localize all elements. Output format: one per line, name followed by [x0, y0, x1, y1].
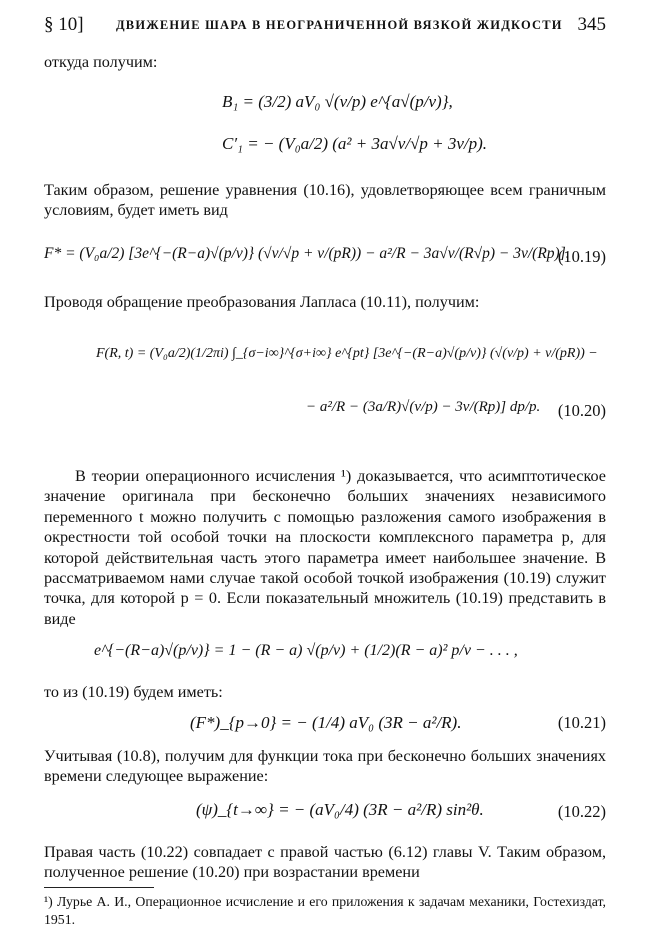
paragraph-6: Учитывая (10.8), получим для функции тока при бесконечно больших значениях времени следующее выражение: [44, 747, 606, 786]
equation-10-19: F* = (V₀a/2) [3e^{−(R−a)√(p/ν)} (√ν/√p + ν/(pR)) − a²/R − 3a√ν/(R√p) − 3ν/(Rp)]. [44, 245, 570, 262]
equation-10-20-line1: F(R, t) = (V₀a/2)(1/2πi) ∫_{σ−i∞}^{σ+i∞} e^{pt} [3e^{−(R−a)√(p/ν)} (√(ν/p) + ν/(pR)) − [96, 346, 598, 361]
footnote: ¹) Лурье А. И., Операционное исчисление и его приложения к задачам механики, Гостехиздат, 1951. [44, 894, 606, 927]
paragraph-4: В теории операционного исчисления ¹) доказывается, что асимптотическое значение оригинала при бесконечно больших значениях независимого переменного t можно получить с помощью разложения самого изображения в окрестности той особой точки на плоскости комплексного параметра p, для которой действительная часть этого параметра имеет наибольшее значение. В рассматриваемом нами случае такой особой точкой изображения (10.19) служит точка, для которой p = 0. Если показательный множитель (10.19) представить в виде [44, 467, 606, 628]
page-number: 345 [577, 14, 606, 35]
paragraph-3: Проводя обращение преобразования Лапласа (10.11), получим: [44, 293, 480, 311]
label-10-20: (10.20) [557, 401, 606, 420]
equation-10-22: (ψ)_{t→∞} = − (aV₀/4) (3R − a²/R) sin²θ. [196, 800, 484, 819]
footnote-rule [44, 887, 154, 888]
equation-10-20-line2: − a²/R − (3a/R)√(ν/p) − 3ν/(Rp)] dp/p. [306, 399, 541, 415]
running-title: ДВИЖЕНИЕ ШАРА В НЕОГРАНИЧЕННОЙ ВЯЗКОЙ ЖИДКОСТИ [116, 18, 563, 32]
section-number: § 10] [44, 14, 84, 35]
paragraph-7: Правая часть (10.22) совпадает с правой частью (6.12) главы V. Таким образом, полученное решение (10.20) при возрастании времени [44, 843, 606, 882]
paragraph-2: Таким образом, решение уравнения (10.16), удовлетворяющее всем граничным условиям, будет иметь вид [44, 181, 606, 220]
page-header [44, 14, 606, 38]
paragraph-5: то из (10.19) будем иметь: [44, 683, 223, 701]
label-10-21: (10.21) [557, 713, 606, 732]
label-10-19: (10.19) [557, 247, 606, 266]
equation-b1: B₁ = (3/2) aV₀ √(ν/p) e^{a√(p/ν)}, [222, 92, 453, 111]
equation-c1: C′₁ = − (V₀a/2) (a² + 3a√ν/√p + 3ν/p). [222, 134, 488, 153]
equation-10-21: (F*)_{p→0} = − (1/4) aV₀ (3R − a²/R). [190, 713, 462, 732]
paragraph-1: откуда получим: [44, 53, 158, 71]
equation-exponent-expansion: e^{−(R−a)√(p/ν)} = 1 − (R − a) √(p/ν) + (1/2)(R − a)² p/ν − . . . , [94, 642, 518, 659]
label-10-22: (10.22) [557, 802, 606, 821]
